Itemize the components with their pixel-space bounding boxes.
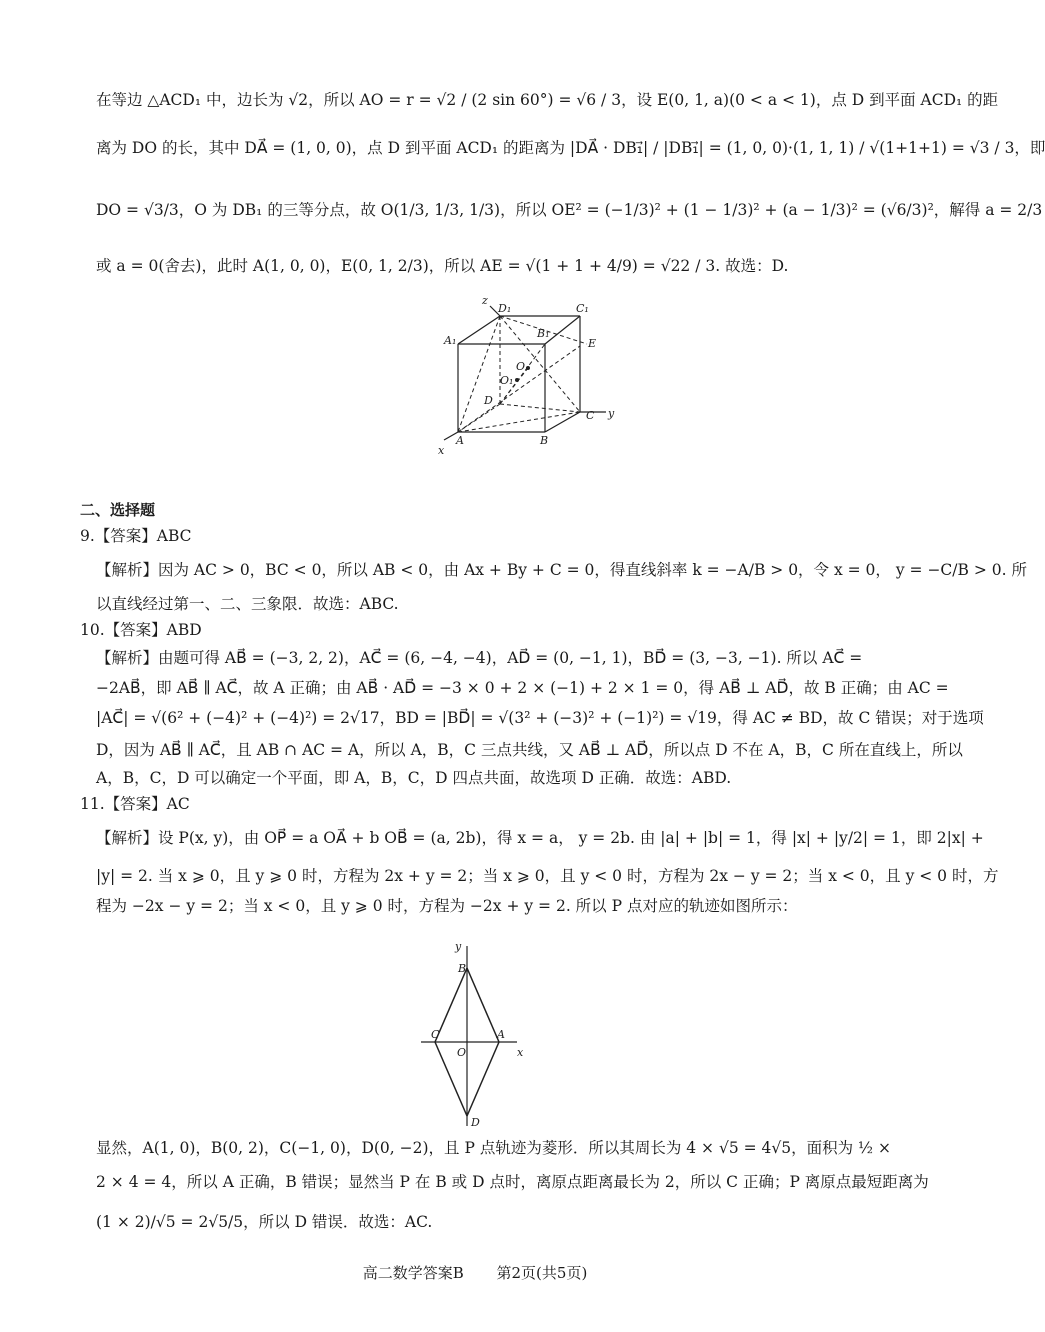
text-line: 2 × 4 = 4，所以 A 正确，B 错误；显然当 P 在 B 或 D 点时，离原点距离最长为 2，所以 C 正确；P 离原点最短距离为 bbox=[96, 1173, 929, 1191]
text-line: 在等边 △ACD₁ 中，边长为 √2，所以 AO = r = √2 / (2 sin 60°) = √6 / 3，设 E(0, 1, a)(0 < a < 1)，点 D 到平面 ACD₁ 的距 bbox=[96, 91, 999, 109]
answer-q11: 11.【答案】AC bbox=[80, 795, 190, 813]
text-line: |y| = 2. 当 x ⩾ 0，且 y ⩾ 0 时，方程为 2x + y = 2；当 x ⩾ 0，且 y < 0 时，方程为 2x − y = 2；当 x < 0，且 y < 0 时，方 bbox=[96, 867, 999, 885]
text-line: 程为 −2x − y = 2；当 x < 0，且 y ⩾ 0 时，方程为 −2x + y = 2. 所以 P 点对应的轨迹如图所示： bbox=[96, 897, 798, 915]
label-c: C bbox=[431, 1028, 440, 1041]
text-line: 以直线经过第一、二、三象限．故选：ABC. bbox=[96, 595, 399, 613]
label-o1: O₁ bbox=[500, 374, 514, 387]
label-o: O bbox=[516, 360, 526, 373]
text-line: 离为 DO 的长，其中 DA⃗ = (1, 0, 0)，点 D 到平面 ACD₁ 的距离为 |DA⃗ · DB₁⃗| / |DB₁⃗| = (1, 0, 0)·(1, 1, 1) / √(1+1+1) = √3 / 3，即 bbox=[96, 139, 1045, 157]
axis-label-z: z bbox=[482, 294, 488, 307]
section-title: 二、选择题 bbox=[80, 501, 156, 519]
answer-q10: 10.【答案】ABD bbox=[80, 621, 202, 639]
label-b: B bbox=[540, 434, 549, 447]
cube-figure bbox=[430, 292, 630, 457]
text-line: −2AB⃗，即 AB⃗ ∥ AC⃗，故 A 正确；由 AB⃗ · AD⃗ = −3 × 0 + 2 × (−1) + 2 × 1 = 0，得 AB⃗ ⊥ AD⃗，故 B 正确；由 AC = bbox=[96, 679, 949, 697]
text-line: A，B，C，D 可以确定一个平面，即 A，B，C，D 四点共面，故选项 D 正确．故选：ABD. bbox=[96, 769, 732, 787]
text-line: DO = √3/3，O 为 DB₁ 的三等分点，故 O(1/3, 1/3, 1/3)，所以 OE² = (−1/3)² + (1 − 1/3)² + (a − 1/3)² = (√6/3)²，解得 a = 2/3 bbox=[96, 201, 1043, 219]
axis-label-y: y bbox=[455, 940, 462, 953]
text-line: 或 a = 0(舍去)，此时 A(1, 0, 0)，E(0, 1, 2/3)，所以 AE = √(1 + 1 + 4/9) = √22 / 3. 故选：D. bbox=[96, 257, 789, 275]
text-line: 【解析】因为 AC > 0，BC < 0，所以 AB < 0，由 Ax + By + C = 0，得直线斜率 k = −A/B > 0，令 x = 0， y = −C/B > 0. 所 bbox=[96, 561, 1027, 579]
text-line: 【解析】由题可得 AB⃗ = (−3, 2, 2)，AC⃗ = (6, −4, −4)，AD⃗ = (0, −1, 1)，BD⃗ = (3, −3, −1). 所以 AC⃗ = bbox=[96, 649, 863, 667]
label-c: C bbox=[586, 409, 595, 422]
label-a: A bbox=[456, 434, 464, 447]
label-o: O bbox=[457, 1046, 467, 1059]
label-c1: C₁ bbox=[576, 302, 589, 315]
label-a1: A₁ bbox=[444, 334, 457, 347]
footer-page-number: 第2页(共5页) bbox=[496, 1264, 588, 1282]
text-line: D，因为 AB⃗ ∥ AC⃗，且 AB ∩ AC = A，所以 A，B，C 三点共线，又 AB⃗ ⊥ AD⃗，所以点 D 不在 A，B，C 所在直线上，所以 bbox=[96, 741, 963, 759]
text-line: 显然，A(1, 0)，B(0, 2)，C(−1, 0)，D(0, −2)，且 P 点轨迹为菱形．所以其周长为 4 × √5 = 4√5，面积为 ½ × bbox=[96, 1139, 891, 1157]
label-d: D bbox=[471, 1116, 480, 1129]
rhombus-figure bbox=[415, 930, 535, 1130]
axis-label-x: x bbox=[438, 444, 445, 457]
point-o1 bbox=[515, 378, 519, 382]
answer-q9: 9.【答案】ABC bbox=[80, 527, 192, 545]
axis-label-y: y bbox=[608, 407, 615, 420]
label-d: D bbox=[484, 394, 493, 407]
label-d1: D₁ bbox=[498, 302, 512, 315]
label-e: E bbox=[588, 337, 597, 350]
text-line: |AC⃗| = √(6² + (−4)² + (−4)²) = 2√17，BD = |BD⃗| = √(3² + (−3)² + (−1)²) = √19，得 AC ≠ BD，故 C 错误；对于选项 bbox=[96, 709, 984, 727]
label-b: B bbox=[458, 962, 467, 975]
page-footer bbox=[0, 1262, 950, 1283]
footer-title: 高二数学答案B bbox=[362, 1264, 464, 1282]
axis-label-x: x bbox=[517, 1046, 524, 1059]
text-line: 【解析】设 P(x, y)，由 OP⃗ = a OA⃗ + b OB⃗ = (a, 2b)，得 x = a， y = 2b. 由 |a| + |b| = 1，得 |x| + |y/2| = 1，即 2|x| + bbox=[96, 829, 984, 847]
point-o bbox=[526, 366, 530, 370]
text-line: (1 × 2)/√5 = 2√5/5，所以 D 错误．故选：AC. bbox=[96, 1213, 433, 1231]
label-b1: B₁ bbox=[537, 327, 550, 340]
label-a: A bbox=[497, 1028, 505, 1041]
